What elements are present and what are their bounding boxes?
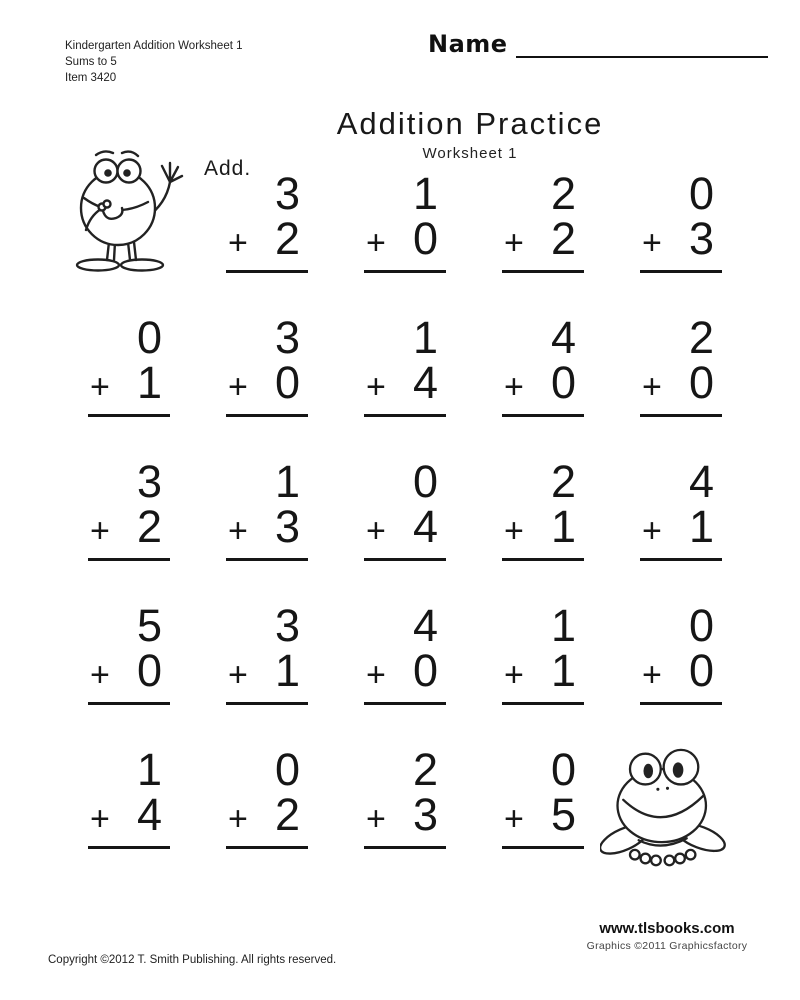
answer-line (502, 702, 584, 705)
plus-sign: + (504, 512, 524, 550)
top-addend: 3 (136, 456, 162, 507)
plus-sign: + (228, 512, 248, 550)
name-field (428, 28, 768, 58)
addition-problem (226, 744, 308, 849)
bottom-addend: 3 (274, 501, 300, 552)
answer-line (364, 702, 446, 705)
page-subtitle: Worksheet 1 (422, 145, 518, 162)
plus-sign: + (504, 800, 524, 838)
answer-line (640, 702, 722, 705)
top-addend: 2 (412, 744, 438, 795)
bottom-addend: 2 (274, 213, 300, 264)
problem-cell (60, 600, 198, 748)
answer-line (88, 846, 170, 849)
addition-problem (640, 456, 722, 561)
bottom-row (502, 357, 584, 408)
answer-line (226, 558, 308, 561)
plus-sign: + (90, 800, 110, 838)
top-addend: 4 (550, 312, 576, 363)
top-addend: 1 (412, 168, 438, 219)
answer-line (226, 414, 308, 417)
problem-row (60, 456, 750, 604)
bottom-row (364, 501, 446, 552)
sitting-frog-image (600, 746, 735, 876)
copyright-notice: Copyright ©2012 T. Smith Publishing. All rights reserved. (48, 954, 337, 966)
top-addend: 1 (274, 456, 300, 507)
bottom-row (640, 357, 722, 408)
problem-cell (336, 168, 474, 316)
site-url: www.tlsbooks.com (599, 920, 735, 937)
addition-problem (502, 168, 584, 273)
addition-problem (502, 312, 584, 417)
bottom-addend: 1 (688, 501, 714, 552)
bottom-addend: 2 (274, 789, 300, 840)
bottom-addend: 1 (550, 501, 576, 552)
name-line (516, 28, 768, 58)
worksheet-info-line: Sums to 5 (65, 56, 117, 69)
plus-sign: + (228, 368, 248, 406)
name-label: Name (428, 30, 508, 58)
addition-problem (226, 312, 308, 417)
addition-problem (502, 456, 584, 561)
problem-cell (612, 168, 750, 316)
bottom-row (640, 501, 722, 552)
problem-cell (474, 456, 612, 604)
bottom-addend: 4 (412, 501, 438, 552)
page-title: Addition Practice (336, 106, 604, 141)
problem-cell (198, 600, 336, 748)
answer-line (640, 270, 722, 273)
problem-cell (474, 168, 612, 316)
problem-cell (612, 312, 750, 460)
bottom-row (502, 645, 584, 696)
bottom-addend: 2 (136, 501, 162, 552)
addition-problem (364, 312, 446, 417)
bottom-row (640, 645, 722, 696)
bottom-row (502, 501, 584, 552)
plus-sign: + (642, 368, 662, 406)
top-addend: 0 (688, 168, 714, 219)
plus-sign: + (366, 512, 386, 550)
top-addend: 5 (136, 600, 162, 651)
addition-problem (364, 600, 446, 705)
answer-line (364, 558, 446, 561)
answer-line (502, 414, 584, 417)
answer-line (226, 270, 308, 273)
plus-sign: + (504, 224, 524, 262)
bottom-addend: 3 (412, 789, 438, 840)
bottom-addend: 0 (412, 213, 438, 264)
problem-cell (198, 312, 336, 460)
top-addend: 0 (274, 744, 300, 795)
bottom-row (226, 357, 308, 408)
bottom-row (226, 213, 308, 264)
answer-line (364, 270, 446, 273)
addition-problem (88, 600, 170, 705)
problem-cell (198, 456, 336, 604)
plus-sign: + (504, 368, 524, 406)
addition-problem (88, 456, 170, 561)
bottom-row (88, 357, 170, 408)
problem-cell (474, 312, 612, 460)
top-addend: 0 (688, 600, 714, 651)
plus-sign: + (366, 224, 386, 262)
bottom-addend: 2 (550, 213, 576, 264)
bottom-row (88, 501, 170, 552)
addition-problem (88, 312, 170, 417)
problem-cell (60, 744, 198, 892)
problem-cell (336, 600, 474, 748)
addition-problem (502, 600, 584, 705)
plus-sign: + (228, 224, 248, 262)
bottom-addend: 0 (136, 645, 162, 696)
bottom-addend: 3 (688, 213, 714, 264)
answer-line (502, 846, 584, 849)
problem-cell (612, 600, 750, 748)
plus-sign: + (366, 800, 386, 838)
bottom-addend: 0 (688, 357, 714, 408)
problem-cell (60, 312, 198, 460)
bottom-row (226, 789, 308, 840)
answer-line (364, 414, 446, 417)
problem-cell (336, 312, 474, 460)
addition-problem (226, 456, 308, 561)
problem-cell (474, 744, 612, 892)
bottom-addend: 1 (550, 645, 576, 696)
addition-problem (640, 312, 722, 417)
footer-credits (552, 920, 782, 952)
answer-line (364, 846, 446, 849)
addition-problem (640, 600, 722, 705)
plus-sign: + (366, 368, 386, 406)
problem-row (60, 312, 750, 460)
problem-row (60, 600, 750, 748)
bottom-addend: 4 (412, 357, 438, 408)
answer-line (88, 558, 170, 561)
bottom-row (502, 789, 584, 840)
title-block (140, 106, 800, 162)
problem-cell (336, 456, 474, 604)
plus-sign: + (642, 512, 662, 550)
addition-problem (502, 744, 584, 849)
bottom-addend: 0 (550, 357, 576, 408)
top-addend: 0 (412, 456, 438, 507)
plus-sign: + (504, 656, 524, 694)
plus-sign: + (90, 512, 110, 550)
bottom-row (88, 645, 170, 696)
bottom-row (364, 789, 446, 840)
bottom-row (88, 789, 170, 840)
top-addend: 2 (688, 312, 714, 363)
top-addend: 4 (412, 600, 438, 651)
bottom-addend: 1 (136, 357, 162, 408)
bottom-row (226, 501, 308, 552)
top-addend: 1 (412, 312, 438, 363)
top-addend: 3 (274, 600, 300, 651)
top-addend: 4 (688, 456, 714, 507)
worksheet-info (65, 38, 243, 86)
answer-line (640, 558, 722, 561)
worksheet-info-line: Item 3420 (65, 72, 117, 85)
top-addend: 0 (136, 312, 162, 363)
answer-line (226, 702, 308, 705)
top-addend: 1 (136, 744, 162, 795)
addition-problem (88, 744, 170, 849)
bottom-row (364, 213, 446, 264)
instruction-label: Add. (204, 157, 252, 180)
top-addend: 0 (550, 744, 576, 795)
answer-line (88, 702, 170, 705)
addition-problem (364, 168, 446, 273)
bottom-addend: 4 (136, 789, 162, 840)
addition-problem (226, 600, 308, 705)
plus-sign: + (90, 656, 110, 694)
addition-problem (364, 744, 446, 849)
empty-cell (60, 172, 198, 316)
top-addend: 1 (550, 600, 576, 651)
graphics-credit: Graphics ©2011 Graphicsfactory (586, 940, 748, 952)
answer-line (502, 558, 584, 561)
bottom-addend: 5 (550, 789, 576, 840)
problem-cell (612, 456, 750, 604)
plus-sign: + (228, 800, 248, 838)
addition-problem (364, 456, 446, 561)
bottom-row (502, 213, 584, 264)
plus-sign: + (228, 656, 248, 694)
bottom-addend: 0 (688, 645, 714, 696)
addition-problem (640, 168, 722, 273)
problem-cell (198, 744, 336, 892)
answer-line (226, 846, 308, 849)
problem-cell (474, 600, 612, 748)
addition-problem (226, 168, 308, 273)
problem-cell (336, 744, 474, 892)
plus-sign: + (642, 656, 662, 694)
answer-line (502, 270, 584, 273)
worksheet-info-line: Kindergarten Addition Worksheet 1 (65, 40, 243, 52)
top-addend: 3 (274, 312, 300, 363)
bottom-addend: 0 (274, 357, 300, 408)
top-addend: 2 (550, 168, 576, 219)
bottom-addend: 1 (274, 645, 300, 696)
plus-sign: + (366, 656, 386, 694)
bottom-row (364, 357, 446, 408)
bottom-row (226, 645, 308, 696)
top-addend: 2 (550, 456, 576, 507)
plus-sign: + (642, 224, 662, 262)
bottom-row (364, 645, 446, 696)
answer-line (88, 414, 170, 417)
top-addend: 3 (274, 168, 300, 219)
bottom-addend: 0 (412, 645, 438, 696)
bottom-row (640, 213, 722, 264)
answer-line (640, 414, 722, 417)
problem-cell (60, 456, 198, 604)
plus-sign: + (90, 368, 110, 406)
